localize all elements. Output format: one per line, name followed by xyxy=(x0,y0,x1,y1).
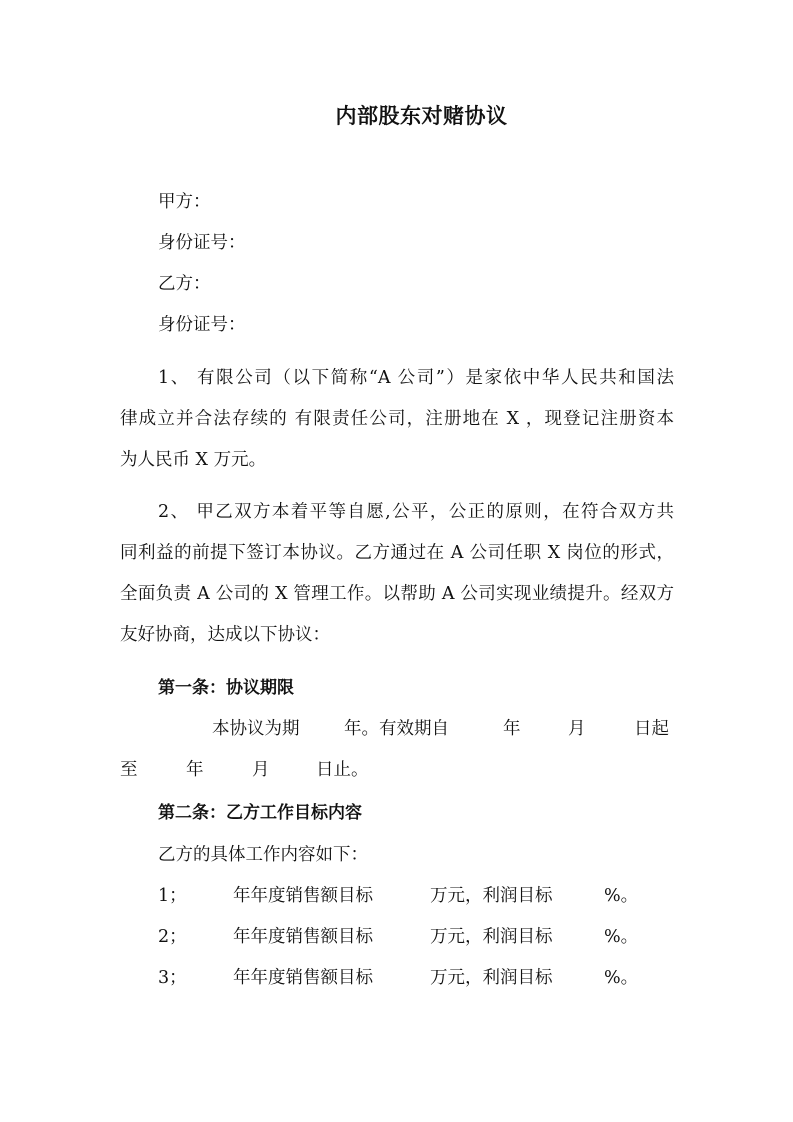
target-item-1-percent: %。 xyxy=(604,886,639,906)
party-b-id-label: 身份证号： xyxy=(158,315,246,335)
article1-text-day1: 日起 xyxy=(634,719,669,739)
para1-line3: 为人民币 X 万元。 xyxy=(120,450,267,470)
target-item-2-percent: %。 xyxy=(604,927,639,947)
target-item-2-profit: 万元，利润目标 xyxy=(430,927,553,947)
article1-text-day2: 日止。 xyxy=(316,760,369,780)
article1-text-year2: 年 xyxy=(186,760,204,780)
para2-line2: 同利益的前提下签订本协议。乙方通过在 A 公司任职 X 岗位的形式， xyxy=(120,543,674,563)
para2-line4: 友好协商，达成以下协议： xyxy=(120,625,330,645)
article2-heading: 第二条：乙方工作目标内容 xyxy=(158,803,362,823)
target-item-1-profit: 万元，利润目标 xyxy=(430,886,553,906)
para2-line1: 2、 甲乙双方本着平等自愿,公平，公正的原则，在符合双方共 xyxy=(158,502,674,522)
article1-text-month1: 月 xyxy=(568,719,586,739)
target-item-1-num: 1； xyxy=(158,886,187,906)
article2-intro: 乙方的具体工作内容如下： xyxy=(158,845,368,865)
article1-text-month2: 月 xyxy=(252,760,270,780)
party-a-id-label: 身份证号： xyxy=(158,233,246,253)
document-title: 内部股东对赌协议 xyxy=(335,104,508,128)
para2-line3: 全面负责 A 公司的 X 管理工作。以帮助 A 公司实现业绩提升。经双方 xyxy=(120,584,674,604)
target-item-3-sales: 年年度销售额目标 xyxy=(233,968,373,988)
para1-line2: 律成立并合法存续的 有限责任公司，注册地在 X ，现登记注册资本 xyxy=(120,409,674,429)
article1-text-term: 本协议为期 xyxy=(212,719,300,739)
article1-text-valid-from: 年。有效期自 xyxy=(344,719,449,739)
party-b-label: 乙方： xyxy=(158,274,211,294)
para1-line1: 1、 有限公司（以下简称“A 公司”）是家依中华人民共和国法 xyxy=(158,368,674,388)
target-item-2-num: 2； xyxy=(158,927,187,947)
party-a-label: 甲方： xyxy=(158,192,211,212)
target-item-1-sales: 年年度销售额目标 xyxy=(233,886,373,906)
target-item-3-profit: 万元，利润目标 xyxy=(430,968,553,988)
article1-text-year1: 年 xyxy=(503,719,521,739)
target-item-3-percent: %。 xyxy=(604,968,639,988)
article1-heading: 第一条：协议期限 xyxy=(158,678,294,698)
article1-text-to: 至 xyxy=(120,760,138,780)
target-item-3-num: 3； xyxy=(158,968,187,988)
target-item-2-sales: 年年度销售额目标 xyxy=(233,927,373,947)
